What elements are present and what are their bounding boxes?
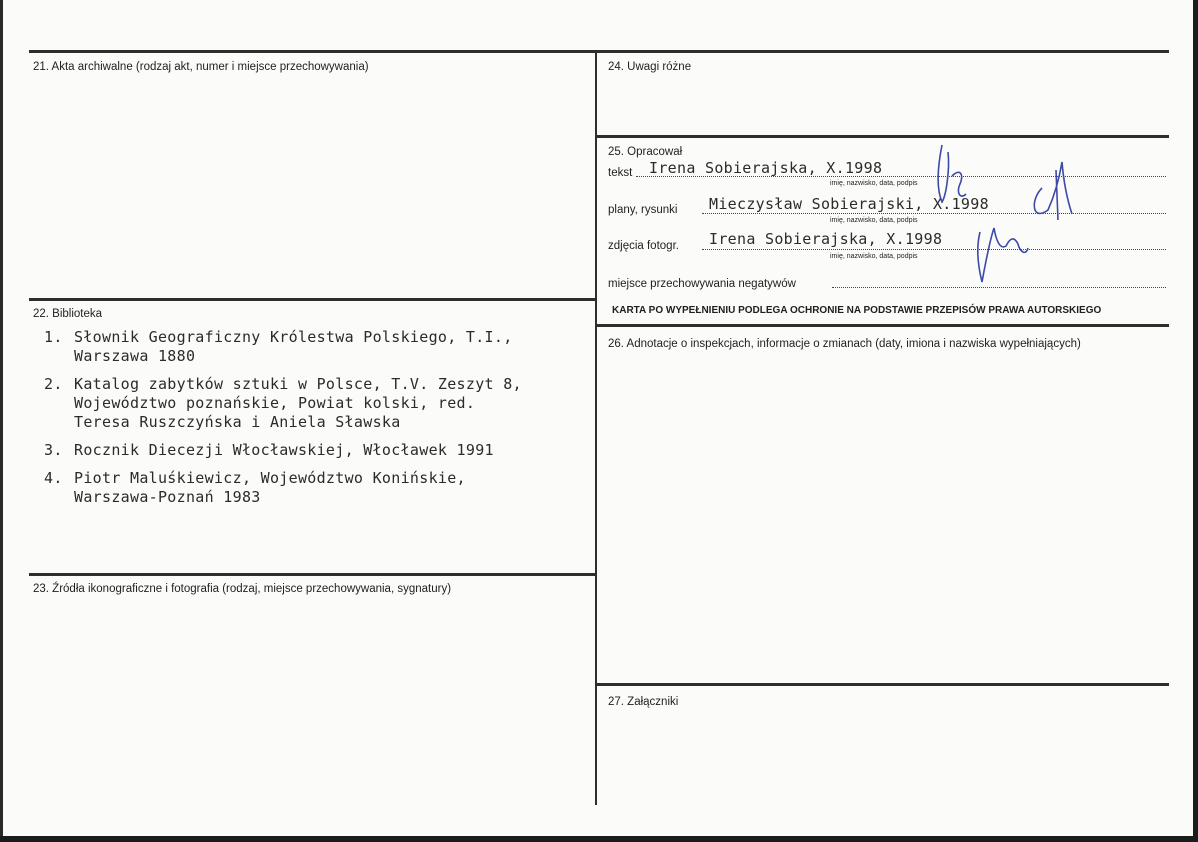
bibliography-list bbox=[44, 328, 522, 516]
signature-tekst bbox=[938, 145, 966, 202]
signature-graphics bbox=[930, 140, 1090, 285]
tekst-sublabel: imię, nazwisko, data, podpis bbox=[830, 180, 918, 187]
section-22-label: 22. Biblioteka bbox=[33, 308, 103, 320]
zdjecia-sublabel: imię, nazwisko, data, podpis bbox=[830, 253, 918, 260]
zdjecia-value: Irena Sobierajska, X.1998 bbox=[709, 230, 943, 248]
bibliography-item-number: 2. bbox=[44, 375, 63, 393]
left-divider-2 bbox=[29, 573, 596, 576]
bibliography-item bbox=[44, 469, 522, 507]
top-rule bbox=[29, 50, 1169, 53]
copyright-notice: KARTA PO WYPEŁNIENIU PODLEGA OCHRONIE NA PODSTAWIE PRZEPISÓW PRAWA AUTORSKIEGO bbox=[612, 305, 1102, 316]
section-26-label: 26. Adnotacje o inspekcjach, informacje o zmianach (daty, imiona i nazwiska wypełniających) bbox=[608, 338, 1081, 350]
right-divider-1 bbox=[596, 135, 1169, 138]
section-25-label: 25. Opracował bbox=[608, 146, 683, 158]
right-divider-3 bbox=[596, 683, 1169, 686]
bibliography-item bbox=[44, 441, 522, 460]
plany-label: plany, rysunki bbox=[608, 204, 678, 216]
left-edge bbox=[0, 0, 3, 842]
negatywy-dots bbox=[832, 287, 1166, 288]
left-divider-1 bbox=[29, 298, 596, 301]
bibliography-item-number: 1. bbox=[44, 328, 63, 346]
section-23-label: 23. Źródła ikonograficzne i fotografia (rodzaj, miejsce przechowywania, sygnatury) bbox=[33, 583, 452, 595]
bibliography-item-number: 3. bbox=[44, 441, 63, 459]
right-edge bbox=[1193, 0, 1198, 842]
bibliography-item-text: Katalog zabytków sztuki w Polsce, T.V. Zeszyt 8, Województwo poznańskie, Powiat kolski, red. Teresa Ruszczyńska i Aniela Sławska bbox=[74, 375, 522, 431]
tekst-label: tekst bbox=[608, 167, 633, 179]
tekst-value: Irena Sobierajska, X.1998 bbox=[649, 159, 883, 177]
zdjecia-label: zdjęcia fotogr. bbox=[608, 240, 679, 252]
signature-zdjecia bbox=[978, 228, 1028, 282]
bibliography-item bbox=[44, 375, 522, 432]
plany-sublabel: imię, nazwisko, data, podpis bbox=[830, 217, 918, 224]
bibliography-item bbox=[44, 328, 522, 366]
bibliography-item-number: 4. bbox=[44, 469, 63, 487]
section-24-label: 24. Uwagi różne bbox=[608, 61, 692, 73]
bibliography-item-text: Słownik Geograficzny Królestwa Polskiego, T.I., Warszawa 1880 bbox=[74, 328, 513, 365]
bibliography-item-text: Piotr Maluśkiewicz, Województwo Konińskie, Warszawa-Poznań 1983 bbox=[74, 469, 466, 506]
center-divider bbox=[595, 50, 597, 805]
section-21-label: 21. Akta archiwalne (rodzaj akt, numer i miejsce przechowywania) bbox=[33, 61, 369, 73]
negatywy-label: miejsce przechowywania negatywów bbox=[608, 278, 796, 290]
bottom-edge bbox=[0, 836, 1198, 842]
plany-value: Mieczysław Sobierajski, X.1998 bbox=[709, 195, 989, 213]
signature-plany bbox=[1034, 162, 1072, 220]
bibliography-item-text: Rocznik Diecezji Włocławskiej, Włocławek 1991 bbox=[74, 441, 494, 459]
section-27-label: 27. Załączniki bbox=[608, 696, 679, 708]
right-divider-2 bbox=[596, 324, 1169, 327]
